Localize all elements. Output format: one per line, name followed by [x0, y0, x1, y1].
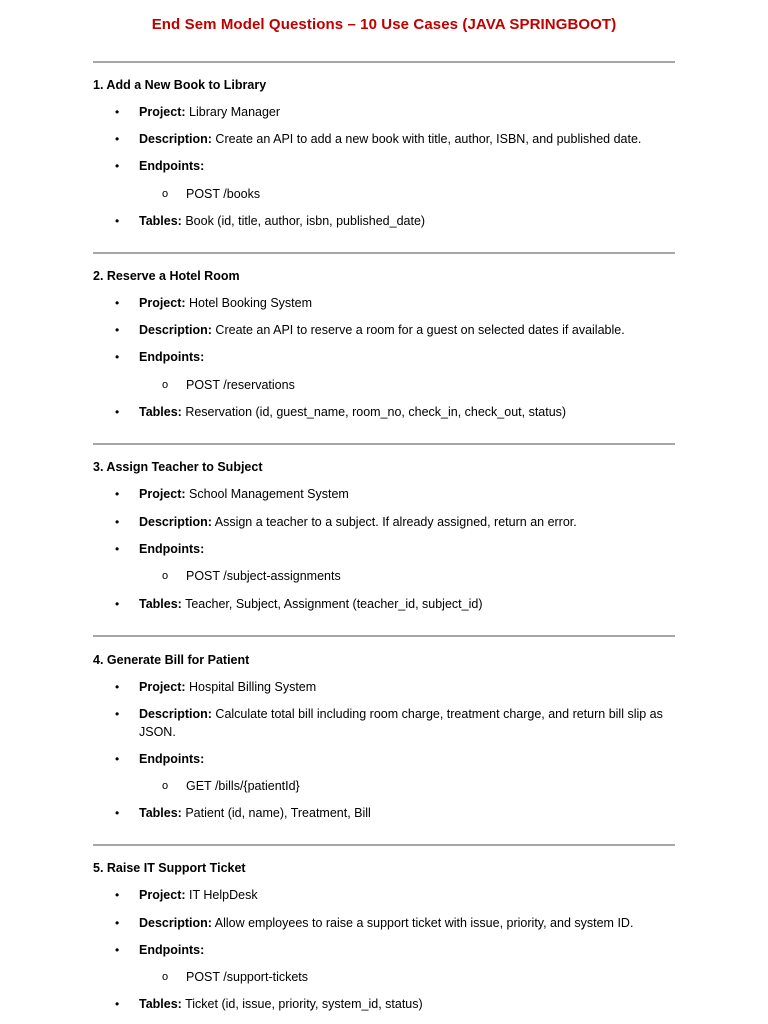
endpoints-item: [139, 157, 679, 175]
endpoints-item: [139, 941, 679, 959]
section-divider: [93, 61, 675, 63]
project-label: Project:: [139, 487, 186, 501]
sub-bullet-icon: o: [162, 780, 169, 792]
bullet-icon: •: [115, 542, 120, 556]
project-value: School Management System: [189, 487, 349, 501]
tables-label: Tables:: [139, 997, 182, 1011]
tables-value: Book (id, title, author, isbn, published_date): [185, 214, 426, 228]
section-heading: 5. Raise IT Support Ticket: [93, 861, 246, 875]
bullet-icon: •: [115, 105, 120, 119]
endpoints-item: [139, 540, 679, 558]
bullet-icon: •: [115, 515, 120, 529]
section-heading: 2. Reserve a Hotel Room: [93, 269, 240, 283]
project-item: [139, 678, 679, 696]
description-value: Calculate total bill including room charge, treatment charge, and return bill slip as JSON.: [139, 707, 663, 739]
tables-value: Ticket (id, issue, priority, system_id, status): [185, 997, 423, 1011]
project-label: Project:: [139, 105, 186, 119]
endpoint-value: POST /subject-assignments: [186, 569, 341, 583]
tables-value: Reservation (id, guest_name, room_no, check_in, check_out, status): [185, 405, 567, 419]
bullet-icon: •: [115, 806, 120, 820]
section-heading: 1. Add a New Book to Library: [93, 78, 267, 92]
bullet-icon: •: [115, 997, 120, 1011]
description-label: Description:: [139, 132, 212, 146]
endpoints-label: Endpoints:: [139, 350, 205, 364]
endpoints-label: Endpoints:: [139, 752, 205, 766]
section-divider: [93, 252, 675, 254]
document-title: End Sem Model Questions – 10 Use Cases (JAVA SPRINGBOOT): [151, 16, 617, 33]
tables-label: Tables:: [139, 214, 182, 228]
section-divider: [93, 443, 675, 445]
sub-bullet-icon: o: [162, 379, 169, 391]
endpoints-label: Endpoints:: [139, 542, 205, 556]
sub-bullet-icon: o: [162, 570, 169, 582]
bullet-icon: •: [115, 132, 120, 146]
project-label: Project:: [139, 680, 186, 694]
description-label: Description:: [139, 707, 212, 721]
project-value: Hotel Booking System: [189, 296, 313, 310]
project-item: [139, 886, 679, 904]
tables-value: Teacher, Subject, Assignment (teacher_id, subject_id): [185, 597, 483, 611]
tables-label: Tables:: [139, 806, 182, 820]
tables-item: [139, 804, 679, 822]
endpoint-value: GET /bills/{patientId}: [186, 779, 300, 793]
endpoint-value: POST /books: [186, 187, 261, 201]
bullet-icon: •: [115, 597, 120, 611]
tables-value: Patient (id, name), Treatment, Bill: [185, 806, 371, 820]
project-item: [139, 485, 679, 503]
project-label: Project:: [139, 888, 186, 902]
bullet-icon: •: [115, 888, 120, 902]
endpoint-value: POST /support-tickets: [186, 970, 309, 984]
section-heading: 4. Generate Bill for Patient: [93, 653, 250, 667]
tables-item: [139, 595, 679, 613]
tables-item: [139, 212, 679, 230]
bullet-icon: •: [115, 323, 120, 337]
endpoints-label: Endpoints:: [139, 159, 205, 173]
bullet-icon: •: [115, 296, 120, 310]
description-value: Create an API to reserve a room for a guest on selected dates if available.: [215, 323, 625, 337]
section-divider: [93, 844, 675, 846]
description-item: [139, 513, 679, 531]
description-label: Description:: [139, 515, 212, 529]
description-item: [139, 705, 679, 741]
endpoints-item: [139, 348, 679, 366]
description-label: Description:: [139, 323, 212, 337]
endpoints-item: [139, 750, 679, 768]
section-divider: [93, 635, 675, 637]
project-value: IT HelpDesk: [189, 888, 258, 902]
tables-item: [139, 995, 679, 1013]
description-item: [139, 130, 679, 148]
project-item: [139, 103, 679, 121]
description-item: [139, 321, 679, 339]
bullet-icon: •: [115, 680, 120, 694]
project-value: Library Manager: [189, 105, 281, 119]
bullet-icon: •: [115, 487, 120, 501]
bullet-icon: •: [115, 943, 120, 957]
description-value: Assign a teacher to a subject. If already assigned, return an error.: [214, 515, 577, 529]
sub-bullet-icon: o: [162, 971, 169, 983]
bullet-icon: •: [115, 159, 120, 173]
description-value: Create an API to add a new book with title, author, ISBN, and published date.: [215, 132, 642, 146]
bullet-icon: •: [115, 350, 120, 364]
bullet-icon: •: [115, 405, 120, 419]
tables-item: [139, 403, 679, 421]
bullet-icon: •: [115, 916, 120, 930]
sub-bullet-icon: o: [162, 188, 169, 200]
bullet-icon: •: [115, 707, 120, 721]
endpoint-value: POST /reservations: [186, 378, 295, 392]
project-value: Hospital Billing System: [189, 680, 317, 694]
description-value: Allow employees to raise a support ticket with issue, priority, and system ID.: [214, 916, 634, 930]
tables-label: Tables:: [139, 405, 182, 419]
project-item: [139, 294, 679, 312]
description-label: Description:: [139, 916, 212, 930]
bullet-icon: •: [115, 752, 120, 766]
endpoints-label: Endpoints:: [139, 943, 205, 957]
project-label: Project:: [139, 296, 186, 310]
description-item: [139, 914, 679, 932]
tables-label: Tables:: [139, 597, 182, 611]
bullet-icon: •: [115, 214, 120, 228]
section-heading: 3. Assign Teacher to Subject: [93, 460, 263, 474]
